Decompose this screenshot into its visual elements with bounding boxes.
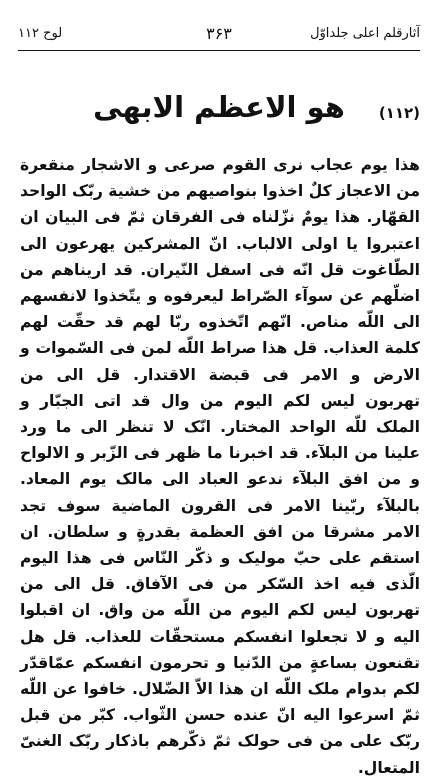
body-paragraph: هذا یوم عجاب نری القوم صرعی و الاشجار منقعرة من الاعجاز کلٌ اخذوا بنواصیهم من خشیة ربّک الواحد القهّار. هذا یومٌ نزّلناه فی الفرقان ثمّ فی البیان ان اعتبروا یا اولی الالباب. انّ المشرکین یهرعون الی الطّاغوت قل انّه فی اسفل النّیران. قد اریناهم من اضلّهم عن سوآء الصّراط لیعرفوه و یتّخذوا لانفسهم الی اللّه مناص. انّهم اتّخذوه ربّا لهم قد حقّت لهم کلمة العذاب. قل هذا صراط اللّه لمن فی السّموات و الارض و الامر فی قبضة الاقتدار. قل الی من تهربون لیس لکم الیوم من وال قد اتی الجبّار و الملک للّه الواحد المختار. انّک لا تنظر الی ما ورد علینا من البلآء. قد اخبرنا ما ظهر فی الزّبر و الالواح و من افق البلآء ندعو العباد الی مالک یوم المعاد. بالبلآء ربّینا الامر فی القرون الماضیة سوف تجد الامر مشرقا من افق العظمة بقدرةٍ و سلطان. ان استقم علی حبّ مولیک و ذکّر النّاس فی هذا الیوم الّذی فیه اخذ السّکر من فی الآفاق. قل الی من تهربون لیس لکم الیوم من اللّه من واق. ان اقبلوا الیه و لا تجعلوا انفسکم مستحقّات للعذاب. قل هل تقنعون بساعةٍ من الدّنیا و تحرمون انفسکم عمّاقدّر لکم بدوام ملک اللّه ان هذا الاّ الضّلال. خافوا عن اللّه ثمّ اسرعوا الیه انّ عنده حسن الثّواب. کبّر من قبل ربّک علی من فی حولک ثمّ ذکّرهم باذکار ربّک الغنیّ المتعال. — [20, 156, 420, 777]
tablet-title: هو الاعظم الابهی — [93, 90, 345, 124]
tablet-reference: لوح ۱۱۲ — [18, 26, 63, 41]
tablet-number: (۱۱۲) — [378, 104, 420, 122]
tablet-heading — [18, 90, 420, 140]
header-rule — [18, 50, 420, 51]
body-text — [20, 152, 420, 781]
page-number: ۳۶۳ — [206, 24, 232, 43]
book-title: آثارقلم اعلی جلداوّل — [310, 26, 420, 41]
running-header — [18, 18, 420, 48]
